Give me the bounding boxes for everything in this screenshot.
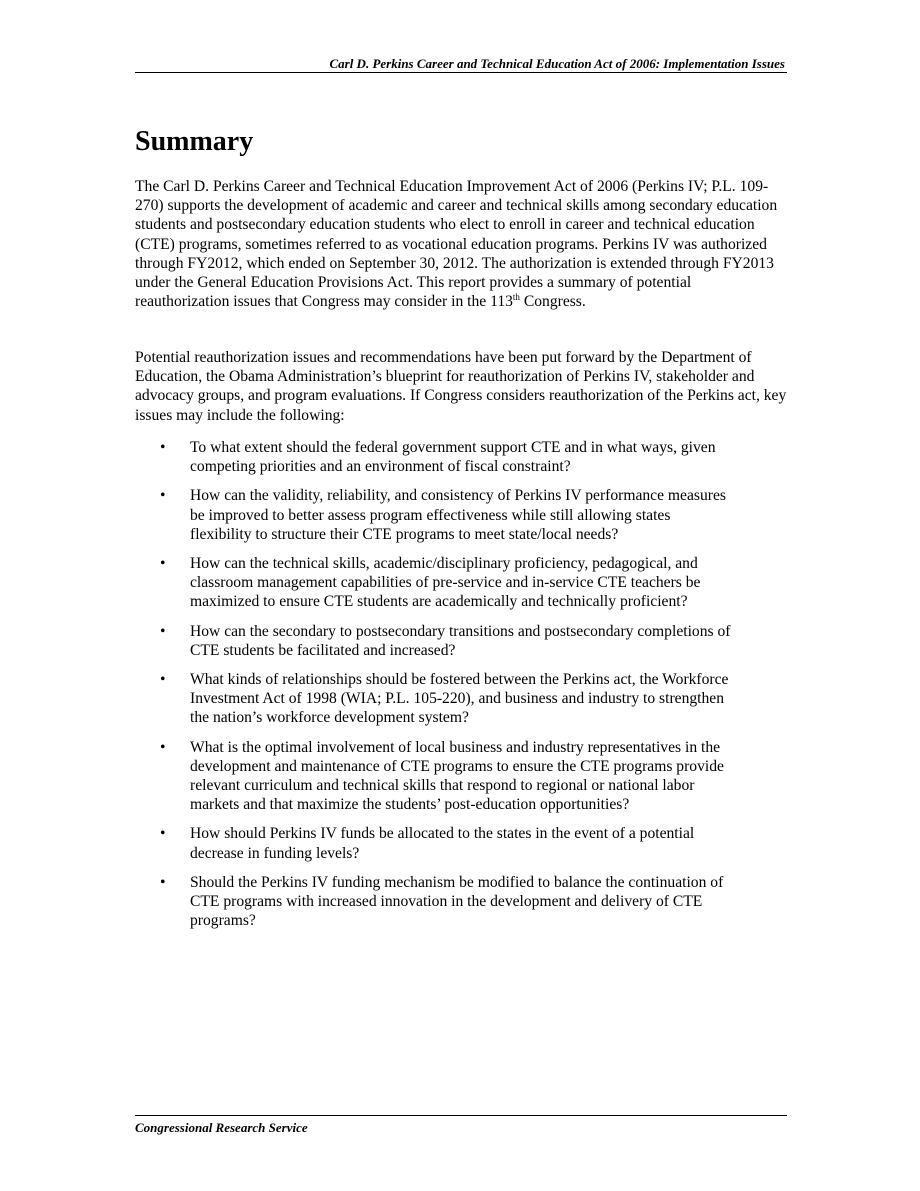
footer-rule xyxy=(135,1115,787,1116)
list-item xyxy=(135,486,735,544)
paragraph-tail: Congress. xyxy=(519,293,586,311)
list-item xyxy=(135,738,735,815)
bullet-icon: • xyxy=(160,622,166,640)
list-item-text: How should Perkins IV funds be allocated to the states in the event of a potential decrease in funding levels? xyxy=(190,825,695,862)
bullet-icon: • xyxy=(160,555,166,573)
bullet-icon: • xyxy=(160,487,166,505)
list-item xyxy=(135,873,735,931)
list-item xyxy=(135,622,735,660)
summary-paragraph-1 xyxy=(135,177,787,311)
list-item xyxy=(135,824,735,862)
page-title: Summary xyxy=(135,126,254,157)
list-item-text: How can the technical skills, academic/disciplinary proficiency, pedagogical, and classroom management capabilities of pre-service and in-service CTE teachers be maximized to ensure CTE students are academically and technically proficient? xyxy=(190,555,701,611)
list-item xyxy=(135,670,735,728)
list-item xyxy=(135,438,735,476)
header-rule xyxy=(135,72,787,73)
bullet-icon: • xyxy=(160,439,166,456)
list-item-text: Should the Perkins IV funding mechanism be modified to balance the continuation of CTE programs with increased innovation in the development and delivery of CTE programs? xyxy=(190,873,724,930)
paragraph-text: The Carl D. Perkins Career and Technical Education Improvement Act of 2006 (Perkins IV; P.L. 109-270) supports the development of academic and career and technical skills among secondary education students and postsecondary education students who elect to enroll in career and technical education (CTE) programs, sometimes referred to as vocational education programs. Perkins IV was authorized through FY2012, which ended on September 30, 2012. The authorization is extended through FY2013 under the General Education Provisions Act. This report provides a summary of potential reauthorization issues that Congress may consider in the 113 xyxy=(135,178,778,311)
issues-list xyxy=(135,438,787,940)
bullet-icon: • xyxy=(160,738,166,756)
list-item-text: How can the secondary to postsecondary transitions and postsecondary completions of CTE students be facilitated and increased? xyxy=(190,622,731,659)
bullet-icon: • xyxy=(160,671,166,689)
list-item-text: How can the validity, reliability, and consistency of Perkins IV performance measures be improved to better assess program effectiveness while still allowing states flexibility to structure their CTE programs to meet state/local needs? xyxy=(190,487,726,543)
summary-paragraph-2: Potential reauthorization issues and recommendations have been put forward by the Department of Education, the Obama Administration’s blueprint for reauthorization of Perkins IV, stakeholder and advocacy groups, and program evaluations. If Congress considers reauthorization of the Perkins act, key issues may include the following: xyxy=(135,349,787,424)
running-header: Carl D. Perkins Career and Technical Education Act of 2006: Implementation Issues xyxy=(329,56,785,71)
bullet-icon: • xyxy=(160,873,166,891)
bullet-icon: • xyxy=(160,825,166,843)
ordinal-superscript: th xyxy=(512,292,520,303)
list-item-text: To what extent should the federal government support CTE and in what ways, given competing priorities and an environment of fiscal constraint? xyxy=(190,439,716,476)
list-item xyxy=(135,554,735,612)
footer-source: Congressional Research Service xyxy=(135,1120,308,1135)
list-item-text: What kinds of relationships should be fostered between the Perkins act, the Workforce Investment Act of 1998 (WIA; P.L. 105-220), and business and industry to strengthen the nation’s workforce development system? xyxy=(190,671,729,727)
list-item-text: What is the optimal involvement of local business and industry representatives in the development and maintenance of CTE programs to ensure the CTE programs provide relevant curriculum and technical skills that respond to regional or national labor markets and that maximize the students’ post-education opportunities? xyxy=(190,738,724,814)
